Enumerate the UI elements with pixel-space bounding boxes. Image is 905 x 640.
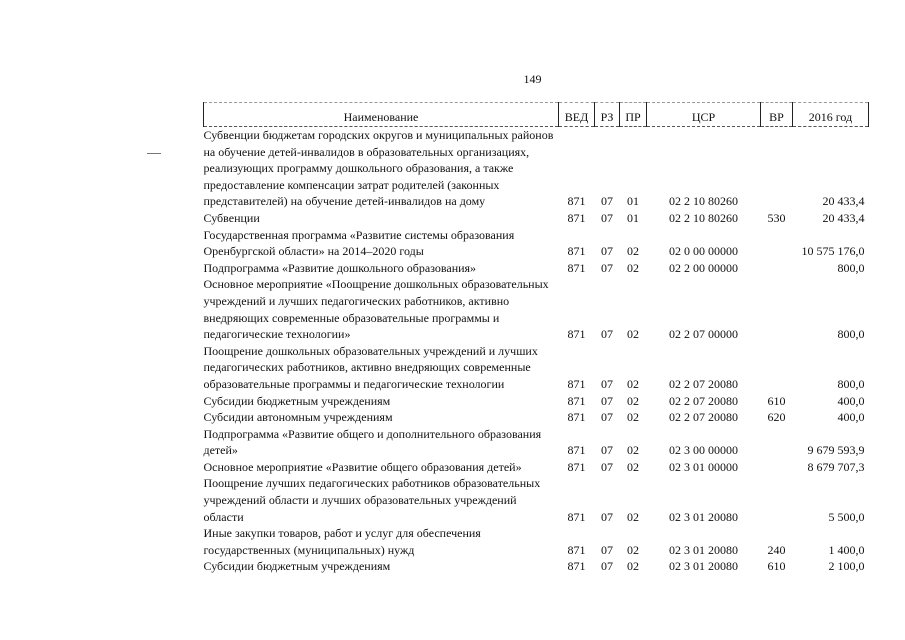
header-pr: ПР: [620, 103, 647, 127]
table-row: [204, 127, 869, 210]
cell-csr: 02 2 00 00000: [669, 260, 738, 275]
header-vr: ВР: [761, 103, 793, 127]
table-row: [204, 558, 869, 575]
margin-mark: [147, 153, 161, 154]
cell-rz: 07: [601, 210, 613, 225]
cell-csr: 02 2 10 80260: [669, 210, 738, 225]
budget-table: [203, 102, 869, 575]
cell-ved: 871: [567, 393, 586, 408]
cell-ved: 871: [567, 376, 586, 391]
cell-ved: 871: [567, 509, 586, 524]
page-number: 149: [523, 72, 542, 86]
cell-pr: 02: [627, 244, 639, 259]
table-row: [204, 227, 869, 260]
cell-csr: 02 2 07 20080: [669, 376, 738, 391]
cell-rz: 07: [601, 327, 613, 342]
cell-amount: 400,0: [837, 410, 865, 425]
cell-name: Субсидии бюджетным учреждениям: [203, 393, 391, 408]
header-name: Наименование: [204, 103, 559, 127]
cell-amount: 2 100,0: [828, 559, 865, 574]
cell-pr: 02: [627, 509, 639, 524]
cell-rz: 07: [601, 393, 613, 408]
header-rz: РЗ: [595, 103, 620, 127]
cell-ved: 871: [567, 410, 586, 425]
cell-name: Подпрограмма «Развитие дошкольного образования»: [203, 260, 477, 275]
cell-ved: 871: [567, 443, 586, 458]
cell-csr: 02 3 01 00000: [669, 459, 738, 474]
table-row: [204, 393, 869, 410]
cell-pr: 02: [627, 260, 639, 275]
cell-vr: [761, 127, 793, 210]
cell-csr: 02 3 01 20080: [669, 559, 738, 574]
cell-amount: 800,0: [837, 260, 865, 275]
cell-vr: [761, 475, 793, 525]
cell-vr: 530: [767, 210, 786, 225]
cell-vr: [761, 459, 793, 476]
cell-amount: 9 679 593,9: [807, 443, 865, 458]
cell-ved: 871: [567, 260, 586, 275]
cell-vr: 610: [767, 559, 786, 574]
cell-amount: 800,0: [837, 327, 865, 342]
table-row: [204, 409, 869, 426]
table-body: [204, 127, 869, 576]
header-csr: ЦСР: [647, 103, 761, 127]
cell-vr: [761, 343, 793, 393]
cell-vr: [761, 260, 793, 277]
cell-name: Подпрограмма «Развитие общего и дополнительного образования детей»: [203, 426, 542, 458]
table-row: [204, 459, 869, 476]
cell-pr: 01: [627, 194, 639, 209]
cell-pr: 02: [627, 410, 639, 425]
cell-amount: 1 400,0: [828, 542, 865, 557]
cell-vr: 610: [767, 393, 786, 408]
cell-rz: 07: [601, 376, 613, 391]
table-row: [204, 210, 869, 227]
cell-name: Основное мероприятие «Поощрение дошкольных образовательных учреждений и лучших педагогических работников, активно внедряющих современные образовательные программы и педагогические технологии»: [203, 277, 549, 342]
cell-rz: 07: [601, 410, 613, 425]
table-row: [204, 343, 869, 393]
cell-rz: 07: [601, 194, 613, 209]
cell-pr: 02: [627, 559, 639, 574]
cell-pr: 01: [627, 210, 639, 225]
cell-rz: 07: [601, 443, 613, 458]
cell-csr: 02 0 00 00000: [669, 244, 738, 259]
cell-name: Иные закупки товаров, работ и услуг для обеспечения государственных (муниципальных) нужд: [203, 526, 481, 557]
cell-name: Субсидии бюджетным учреждениям: [203, 559, 391, 574]
cell-ved: 871: [567, 244, 586, 259]
cell-name: Поощрение лучших педагогических работников образовательных учреждений области и лучших образовательных учреждений области: [203, 476, 541, 524]
cell-rz: 07: [601, 559, 613, 574]
cell-ved: 871: [567, 210, 586, 225]
cell-name: Субвенции бюджетам городских округов и муниципальных районов на обучение детей-инвалидов в образовательных организациях, реализующих программу дошкольного образования, а также предоставление компенсации затрат родителей (законных представителей) на обучение детей-инвалидов на дому: [203, 128, 554, 209]
table-row: [204, 276, 869, 342]
cell-rz: 07: [601, 459, 613, 474]
header-year: 2016 год: [793, 103, 869, 127]
cell-rz: 07: [601, 542, 613, 557]
cell-rz: 07: [601, 260, 613, 275]
cell-vr: [761, 227, 793, 260]
cell-rz: 07: [601, 509, 613, 524]
cell-vr: 620: [767, 410, 786, 425]
table-row: [204, 426, 869, 459]
cell-name: Основное мероприятие «Развитие общего образования детей»: [203, 459, 522, 474]
cell-amount: 8 679 707,3: [807, 459, 865, 474]
cell-ved: 871: [567, 327, 586, 342]
cell-pr: 02: [627, 459, 639, 474]
cell-amount: 800,0: [837, 376, 865, 391]
cell-name: Государственная программа «Развитие системы образования Оренбургской области» на 2014–2020 годы: [203, 227, 515, 259]
cell-ved: 871: [567, 459, 586, 474]
cell-amount: 20 433,4: [822, 194, 865, 209]
cell-vr: 240: [767, 542, 786, 557]
cell-ved: 871: [567, 194, 586, 209]
cell-csr: 02 2 07 00000: [669, 327, 738, 342]
cell-vr: [761, 426, 793, 459]
cell-amount: 20 433,4: [822, 210, 865, 225]
cell-csr: 02 3 01 20080: [669, 542, 738, 557]
cell-rz: 07: [601, 244, 613, 259]
cell-ved: 871: [567, 559, 586, 574]
cell-csr: 02 3 00 00000: [669, 443, 738, 458]
header-ved: ВЕД: [559, 103, 595, 127]
cell-ved: 871: [567, 542, 586, 557]
table-header-row: [204, 103, 869, 127]
cell-pr: 02: [627, 327, 639, 342]
cell-name: Поощрение дошкольных образовательных учреждений и лучших педагогических работников, активно внедряющих современные образовательные программы и педагогические технологии: [203, 343, 538, 391]
cell-csr: 02 3 01 20080: [669, 509, 738, 524]
cell-name: Субсидии автономным учреждениям: [203, 410, 393, 425]
cell-name: Субвенции: [203, 210, 260, 225]
cell-amount: 400,0: [837, 393, 865, 408]
cell-amount: 10 575 176,0: [801, 244, 865, 259]
cell-csr: 02 2 10 80260: [669, 194, 738, 209]
cell-vr: [761, 276, 793, 342]
cell-pr: 02: [627, 542, 639, 557]
table-row: [204, 525, 869, 558]
cell-csr: 02 2 07 20080: [669, 410, 738, 425]
cell-csr: 02 2 07 20080: [669, 393, 738, 408]
cell-pr: 02: [627, 376, 639, 391]
table-row: [204, 260, 869, 277]
cell-pr: 02: [627, 443, 639, 458]
cell-pr: 02: [627, 393, 639, 408]
table-row: [204, 475, 869, 525]
cell-amount: 5 500,0: [828, 509, 865, 524]
